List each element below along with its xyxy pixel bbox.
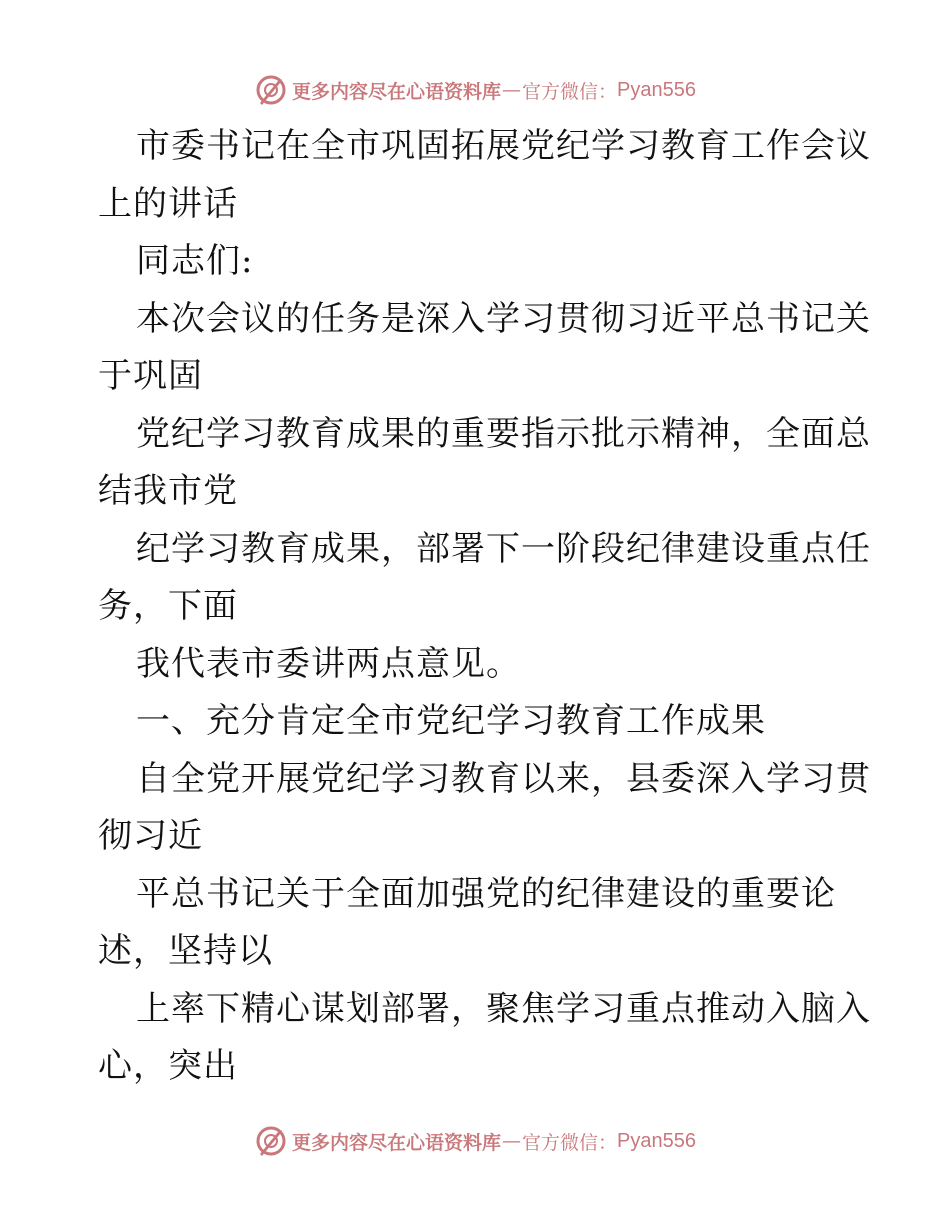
doc-line: 党纪学习教育成果的重要指示批示精神，全面总 bbox=[136, 413, 871, 454]
watermark-text: 更多内容尽在心语资料库 bbox=[292, 80, 502, 103]
watermark-wechat-id: Pyan556 bbox=[617, 78, 696, 101]
doc-line: 市委书记在全市巩固拓展党纪学习教育工作会议 bbox=[136, 126, 871, 166]
watermark-text: 更多内容尽在心语资料库 bbox=[292, 1131, 502, 1154]
doc-line: 结我市党 bbox=[98, 471, 238, 511]
document-body bbox=[98, 118, 871, 1096]
doc-line: 本次会议的任务是深入学习贯彻习近平总书记关 bbox=[136, 298, 871, 339]
doc-line: 务，下面 bbox=[98, 586, 238, 626]
doc-line: 上率下精心谋划部署，聚焦学习重点推动入脑入 bbox=[136, 988, 871, 1029]
doc-line: 彻习近 bbox=[98, 816, 203, 856]
doc-line: 同志们: bbox=[136, 241, 254, 281]
doc-line: 上的讲话 bbox=[98, 183, 238, 224]
watermark-official: 官方微信： bbox=[522, 80, 618, 103]
header-watermark bbox=[0, 70, 950, 110]
quill-logo-icon bbox=[254, 73, 288, 107]
watermark-official: 官方微信： bbox=[522, 1131, 618, 1154]
doc-line: 心，突出 bbox=[98, 1046, 238, 1086]
section-heading: 一、充分肯定全市党纪学习教育工作成果 bbox=[136, 701, 766, 741]
doc-line: 自全党开展党纪学习教育以来，县委深入学习贯 bbox=[136, 758, 871, 799]
footer-watermark bbox=[0, 1121, 950, 1161]
watermark-wechat-id: Pyan556 bbox=[617, 1129, 696, 1152]
doc-line: 平总书记关于全面加强党的纪律建设的重要论 bbox=[136, 873, 836, 914]
watermark-dash: — bbox=[502, 1130, 522, 1152]
doc-line: 于巩固 bbox=[98, 356, 203, 396]
doc-line: 述，坚持以 bbox=[98, 931, 273, 971]
quill-logo-icon bbox=[254, 1124, 288, 1158]
doc-line: 我代表市委讲两点意见。 bbox=[136, 643, 521, 684]
doc-line: 纪学习教育成果，部署下一阶段纪律建设重点任 bbox=[136, 528, 871, 569]
watermark-dash: — bbox=[502, 79, 522, 101]
